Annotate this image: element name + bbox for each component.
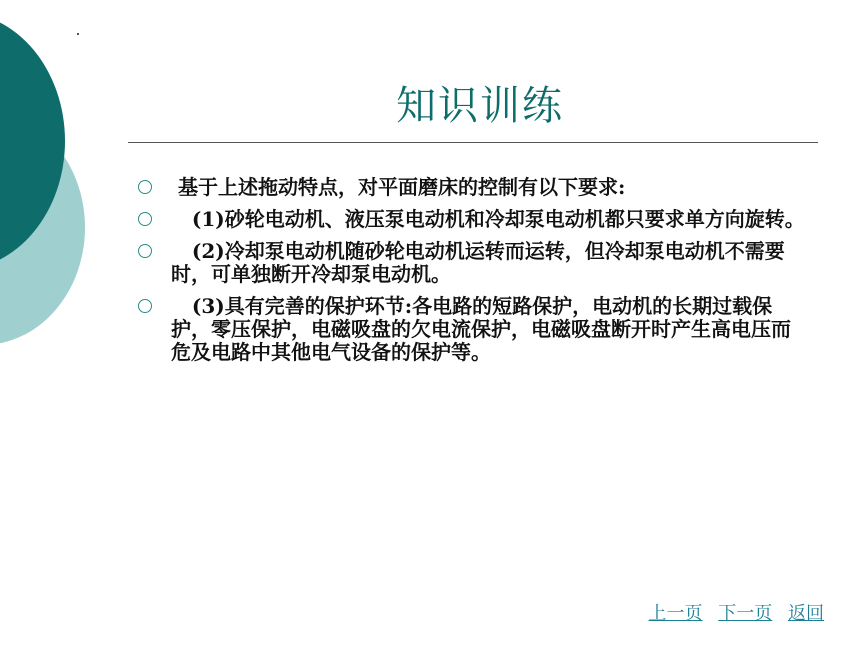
bullet-item bbox=[138, 176, 808, 199]
decorative-circles bbox=[0, 0, 140, 360]
next-page-link[interactable]: 下一页 bbox=[718, 603, 773, 624]
slide-title: 知识训练 bbox=[396, 83, 564, 129]
title-divider bbox=[128, 142, 818, 143]
bullet-text: (3)具有完善的保护环节:各电路的短路保护，电动机的长期过载保护，零压保护，电磁吸盘的欠电流保护，电磁吸盘断开时产生高电压而危及电路中其他电气设备的保护等。 bbox=[171, 294, 791, 364]
slide-navigation bbox=[639, 599, 824, 625]
bullet-text: (1)砂轮电动机、液压泵电动机和冷却泵电动机都只要求单方向旋转。 bbox=[171, 207, 805, 231]
bullet-item bbox=[138, 295, 808, 364]
bullet-circle-icon bbox=[138, 299, 152, 313]
bullet-text: (2)冷却泵电动机随砂轮电动机运转而运转，但冷却泵电动机不需要时，可单独断开冷却泵电动机。 bbox=[171, 239, 785, 286]
back-link[interactable]: 返回 bbox=[788, 603, 824, 624]
bullet-circle-icon bbox=[138, 244, 152, 258]
bullet-circle-icon bbox=[138, 212, 152, 226]
prev-page-link[interactable]: 上一页 bbox=[648, 603, 703, 624]
bullet-text: 基于上述拖动特点，对平面磨床的控制有以下要求: bbox=[171, 175, 626, 199]
bullet-item bbox=[138, 208, 808, 231]
bullet-list bbox=[138, 176, 808, 373]
bullet-item bbox=[138, 240, 808, 286]
bullet-circle-icon bbox=[138, 180, 152, 194]
small-dot bbox=[77, 33, 79, 35]
